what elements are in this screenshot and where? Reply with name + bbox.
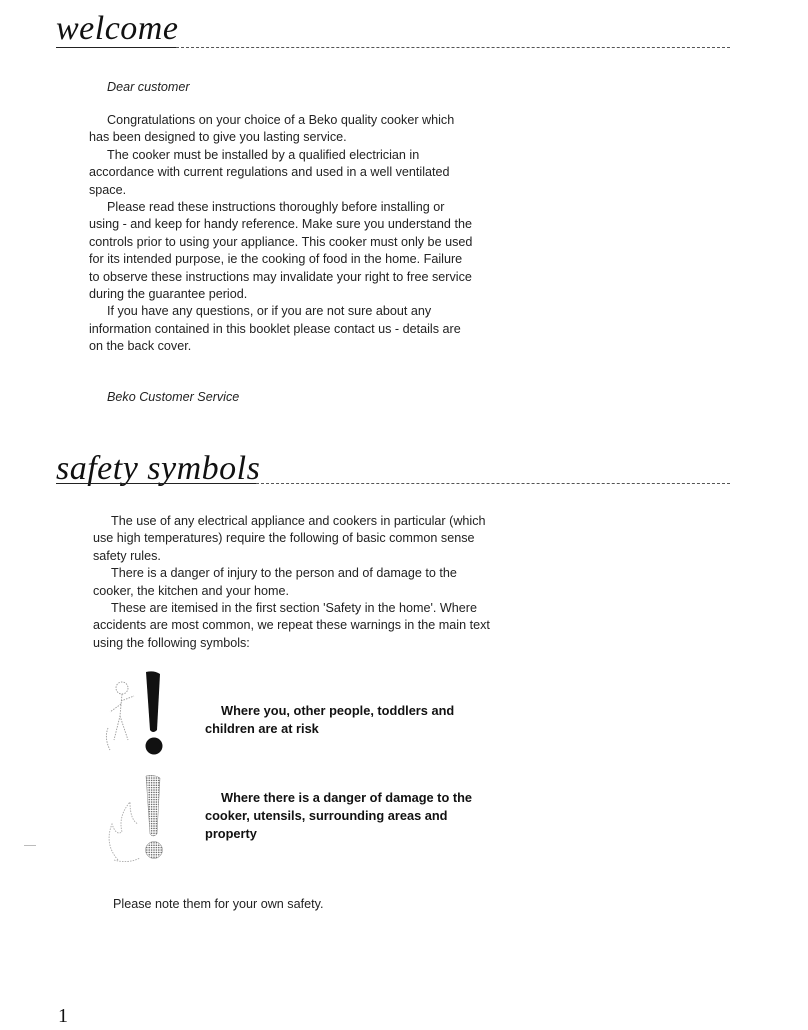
signature: Beko Customer Service bbox=[107, 390, 240, 404]
closing-line: Please note them for your own safety. bbox=[113, 897, 324, 911]
flame-warning-icon bbox=[100, 772, 180, 867]
welcome-paragraph: If you have any questions, or if you are not sure about any information contained in this booklet please contact us - details are on the back cover. bbox=[89, 304, 461, 354]
safety-paragraph: These are itemised in the first section 'Safety in the home'. Where accidents are most common, we repeat these warnings in the main text using the following symbols: bbox=[93, 601, 490, 650]
safety-heading: safety symbols bbox=[56, 450, 261, 487]
safety-divider bbox=[256, 483, 730, 484]
welcome-paragraph: Please read these instructions thoroughly before installing or using - and keep for handy reference. Make sure you understand the controls prior to using your appliance. This cooker must only be used for its intended purpose, ie the cooking of food in the home. Failure to observe these instructions may invalidate your right to free service during the guarantee period. bbox=[89, 200, 473, 302]
symbol-text-property: Where there is a danger of damage to the cooker, utensils, surrounding areas and property bbox=[205, 790, 473, 841]
salutation: Dear customer bbox=[107, 80, 190, 94]
safety-paragraph: There is a danger of injury to the person and of damage to the cooker, the kitchen and your home. bbox=[93, 566, 457, 598]
margin-mark bbox=[24, 845, 36, 846]
welcome-paragraph: The cooker must be installed by a qualified electrician in accordance with current regulations and used in a well ventilated space. bbox=[89, 147, 450, 197]
safety-body bbox=[93, 513, 493, 652]
welcome-body bbox=[89, 112, 473, 356]
page-number: 1 bbox=[58, 1005, 68, 1027]
safety-heading-underline bbox=[56, 483, 256, 484]
welcome-heading-underline bbox=[56, 47, 176, 48]
symbol-row-property bbox=[100, 772, 520, 867]
welcome-heading: welcome bbox=[56, 10, 179, 47]
safety-paragraph: The use of any electrical appliance and cookers in particular (which use high temperatures) require the following of basic common sense safety rules. bbox=[93, 514, 486, 563]
person-warning-icon bbox=[100, 668, 180, 763]
welcome-divider bbox=[176, 47, 730, 48]
welcome-paragraph: Congratulations on your choice of a Beko quality cooker which has been designed to give you lasting service. bbox=[89, 113, 455, 145]
symbol-row-people bbox=[100, 668, 520, 763]
symbol-text-people: Where you, other people, toddlers and children are at risk bbox=[205, 703, 455, 736]
